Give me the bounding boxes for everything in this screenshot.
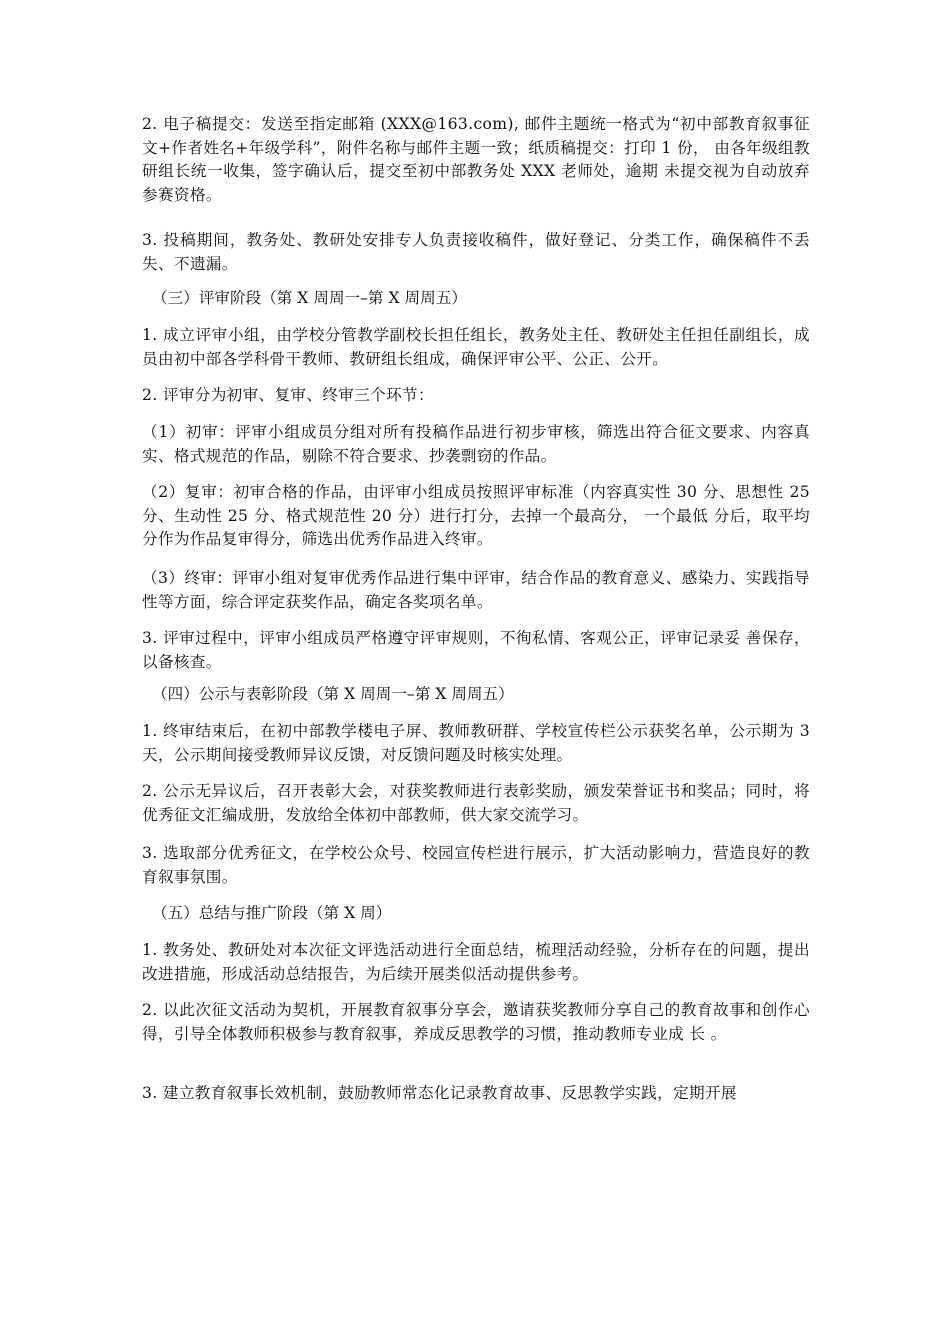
- paragraph-sharing: 2. 以此次征文活动为契机，开展教育叙事分享会，邀请获奖教师分享自己的教育故事和创作心得，引导全体教师积极参与教育叙事，养成反思教学的习惯，推动教师专业成 长 。: [142, 1001, 810, 1043]
- section-heading-review: （三）评审阶段（第 X 周周一–第 X 周周五）: [152, 289, 467, 307]
- paragraph-showcase: 3. 选取部分优秀征文，在学校公众号、校园宣传栏进行展示，扩大活动影响力，营造良好的教育叙事氛围。: [142, 844, 810, 886]
- paragraph-mechanism: 3. 建立教育叙事长效机制，鼓励教师常态化记录教育故事、反思教学实践，定期开展: [142, 1084, 737, 1102]
- paragraph-summary: 1. 教务处、教研处对本次征文评选活动进行全面总结，梳理活动经验，分析存在的问题，提出改进措施，形成活动总结报告，为后续开展类似活动提供参考。: [142, 941, 810, 983]
- paragraph-email-submission: 2. 电子稿提交：发送至指定邮箱 (XXX@163.com), 邮件主题统一格式为“初中部教育叙事征文+作者姓名+年级学科”，附件名称与邮件主题一致；纸质稿提交：打印 1 份， 由各年级组教研组长统一收集，签字确认后，提交至初中部教务处 XXX 老师处，逾期 未提交视为自动放弃参赛资格。: [142, 115, 810, 204]
- paragraph-publicity: 1. 终审结束后，在初中部教学楼电子屏、教师教研群、学校宣传栏公示获奖名单，公示期为 3 天，公示期间接受教师异议反馈，对反馈问题及时核实处理。: [142, 722, 810, 764]
- paragraph-initial-review: （1）初审：评审小组成员分组对所有投稿作品进行初步审核，筛选出符合征文要求、内容真实、格式规范的作品，剔除不符合要求、抄袭剽窃的作品。: [142, 423, 810, 465]
- paragraph-final-review: （3）终审：评审小组对复审优秀作品进行集中评审，结合作品的教育意义、感染力、实践指导性等方面，综合评定获奖作品，确定各奖项名单。: [142, 569, 810, 611]
- paragraph-review-stages: 2. 评审分为初审、复审、终审三个环节：: [142, 386, 434, 404]
- section-heading-publicity: （四）公示与表彰阶段（第 X 周周一–第 X 周周五）: [152, 685, 514, 703]
- section-heading-summary: （五）总结与推广阶段（第 X 周）: [152, 904, 392, 922]
- paragraph-award-ceremony: 2. 公示无异议后，召开表彰大会，对获奖教师进行表彰奖励，颁发荣誉证书和奖品；同时，将优秀征文汇编成册，发放给全体初中部教师，供大家交流学习。: [142, 782, 810, 824]
- paragraph-submission-handling: 3. 投稿期间，教务处、教研处安排专人负责接收稿件，做好登记、分类工作，确保稿件不丢失、不遗漏。: [142, 231, 810, 273]
- paragraph-review-rules: 3. 评审过程中，评审小组成员严格遵守评审规则，不徇私情、客观公正，评审记录妥 善保存，以备核查。: [142, 629, 810, 671]
- paragraph-second-review: （2）复审：初审合格的作品，由评审小组成员按照评审标准（内容真实性 30 分、思想性 25 分、生动性 25 分、格式规范性 20 分）进行打分，去掉一个最高分， 一个最低 分后，取平均分作为作品复审得分，筛选出优秀作品进入终审。: [142, 483, 810, 548]
- paragraph-review-team: 1. 成立评审小组，由学校分管教学副校长担任组长，教务处主任、教研处主任担任副组长，成员由初中部各学科骨干教师、教研组长组成，确保评审公平、公正、公开。: [142, 326, 810, 368]
